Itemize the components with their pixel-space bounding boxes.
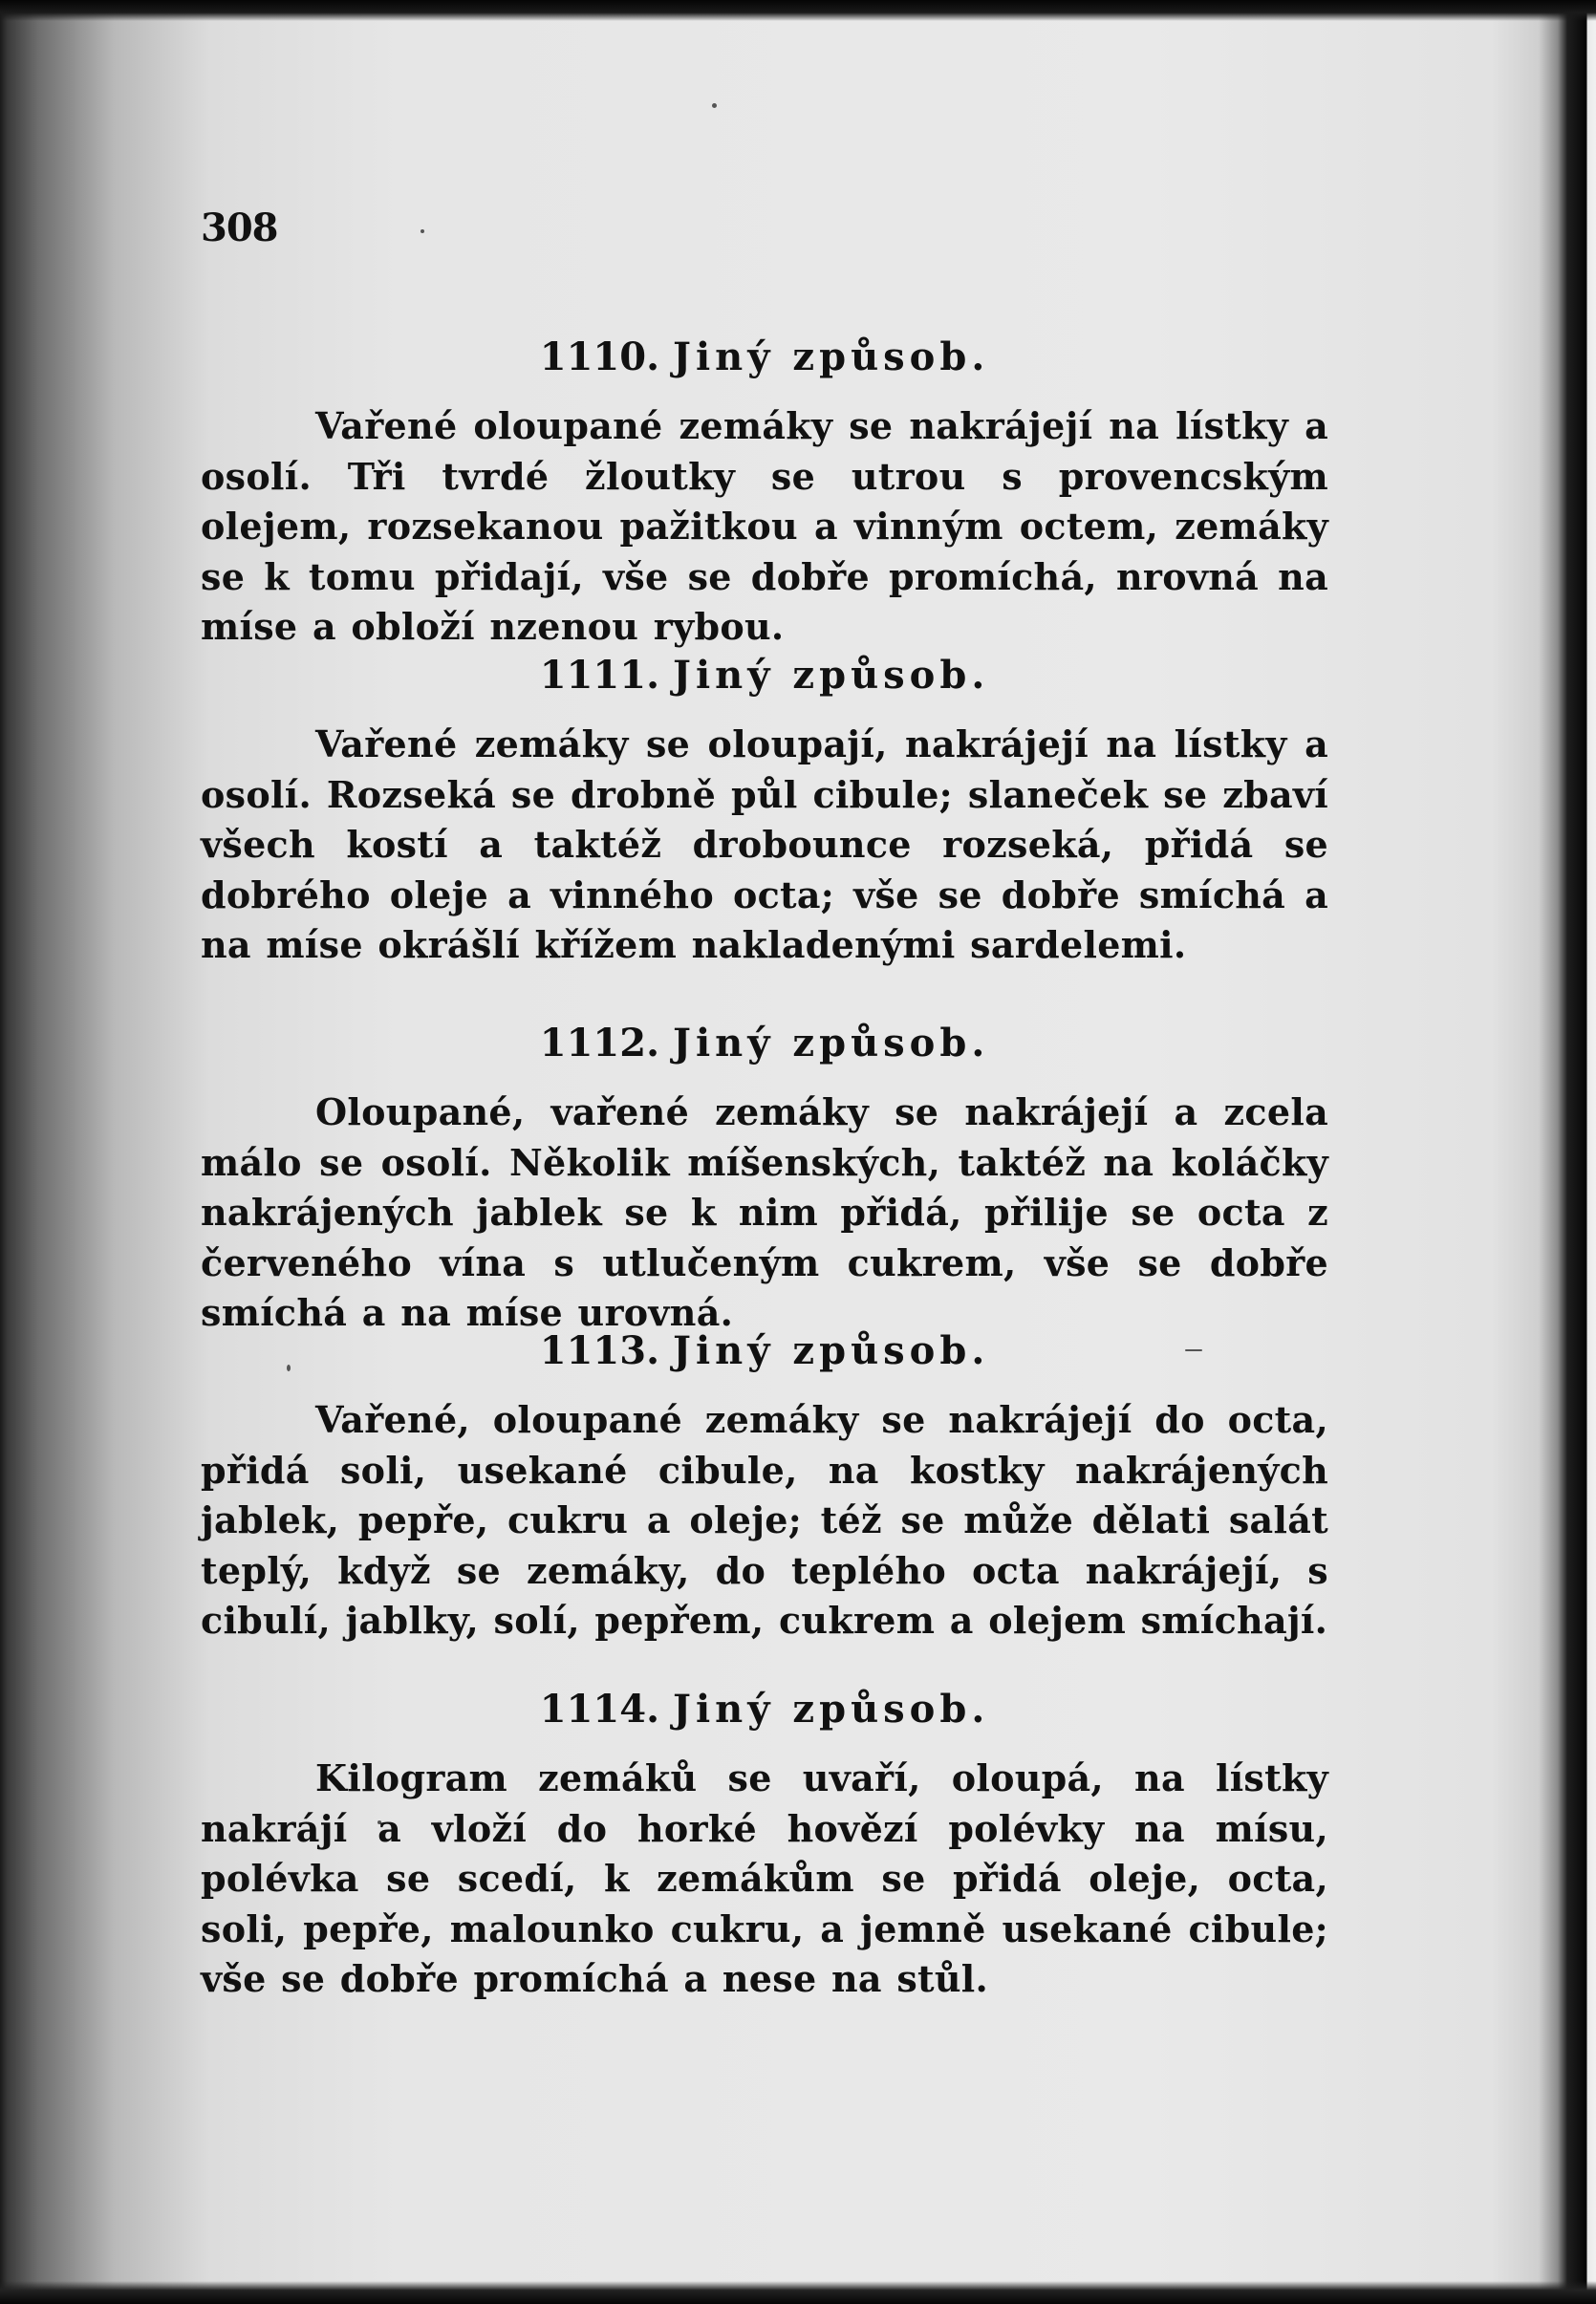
recipe-text: Kilogram zemáků se uvaří, oloupá, na lístky nakrájí a vloží do horké hovězí polévky na mísu, polévka se scedí, k zemákům se přidá oleje, octa, soli, pepře, malounko cukru, a jemně usekané cibule; vše se dobře promíchá a nese na stůl. [201,1756,1328,2000]
recipe-heading [201,1021,1328,1066]
recipe-number: 1111. [539,653,660,698]
recipe-1113 [201,1328,1328,1647]
recipe-title: Jiný způsob. [673,334,990,379]
recipe-text: Oloupané, vařené zemáky se nakrájejí a zcela málo se osolí. Několik míšenských, taktéž na koláčky nakrájených jablek se k nim přidá, přilije se octa z červeného vína s utlučeným cukrem, vše se dobře smíchá a na míse urovná. [201,1090,1328,1334]
recipe-1114 [201,1687,1328,2005]
recipe-text: Vařené oloupané zemáky se nakrájejí na lístky a osolí. Tři tvrdé žloutky se utrou s provencským olejem, rozsekanou pažitkou a vinným octem, zemáky se k tomu přidají, vše se dobře promíchá, nrovná na míse a obloží nzenou rybou. [201,404,1328,648]
scan-speck [712,103,717,108]
recipe-1111 [201,653,1328,971]
recipe-1110 [201,334,1328,653]
recipe-title: Jiný způsob. [673,653,990,698]
recipe-number: 1113. [539,1328,660,1373]
recipe-number: 1110. [539,334,660,379]
recipe-title: Jiný způsob. [673,1021,990,1066]
scan-speck [421,229,424,233]
recipe-1112 [201,1021,1328,1339]
recipe-number: 1114. [539,1687,660,1732]
recipe-heading [201,1328,1328,1374]
page-number: 308 [201,205,278,250]
scan-bottom-edge [0,2281,1596,2304]
scan-top-edge [0,0,1596,21]
recipe-title: Jiný způsob. [673,1328,990,1373]
recipe-heading [201,334,1328,380]
recipe-text: Vařené, oloupané zemáky se nakrájejí do octa, přidá soli, usekané cibule, na kostky nakrájených jablek, pepře, cukru a oleje; též se může dělati salát teplý, když se zemáky, do teplého octa nakrájejí, s cibulí, jablky, solí, pepřem, cukrem a olejem smíchají. [201,1398,1328,1642]
recipe-number: 1112. [539,1021,660,1066]
recipe-heading [201,1687,1328,1733]
recipe-heading [201,653,1328,699]
recipe-text: Vařené zemáky se oloupají, nakrájejí na lístky a osolí. Rozseká se drobně půl cibule; slaneček se zbaví všech kostí a taktéž drobounce rozseká, přidá se dobrého oleje a vinného octa; vše se dobře smíchá a na míse okrášlí křížem nakladenými sardelemi. [201,722,1328,966]
recipe-title: Jiný způsob. [673,1687,990,1732]
